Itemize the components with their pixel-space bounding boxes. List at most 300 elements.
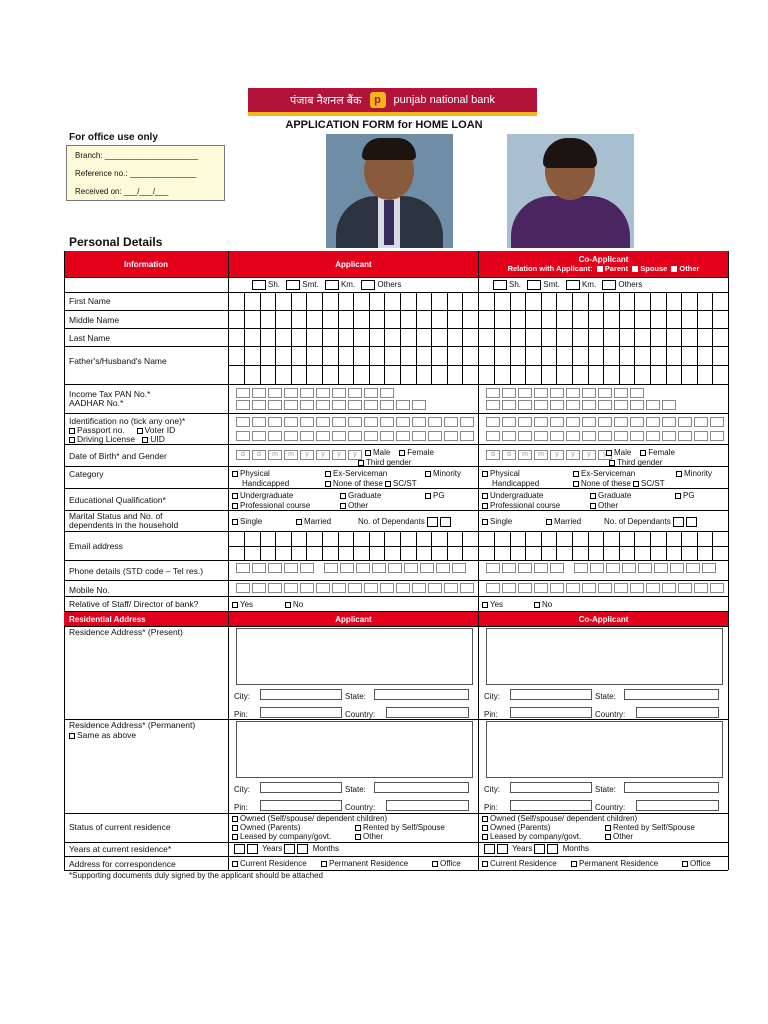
applicant-dob-cell[interactable]: y — [316, 450, 330, 460]
applicant-ident-2-cell[interactable] — [364, 431, 378, 441]
co-aadhar-cell[interactable] — [614, 400, 628, 410]
co-dependants-box-1[interactable] — [673, 517, 684, 527]
co-aadhar-cell[interactable] — [550, 400, 564, 410]
co-permanent-pin-input[interactable] — [510, 800, 592, 811]
co-ident-2-cell[interactable] — [630, 431, 644, 441]
co-ident-1-cell[interactable] — [710, 417, 724, 427]
applicant-pan-cell[interactable] — [316, 388, 330, 398]
co-mobile-cell[interactable] — [614, 583, 628, 593]
applicant-phone-std-cell[interactable] — [268, 563, 282, 573]
applicant-pan-cell[interactable] — [348, 388, 362, 398]
co-phone-tel-cell[interactable] — [574, 563, 588, 573]
co-ex-serviceman[interactable] — [573, 469, 635, 478]
applicant-ident-1-cell[interactable] — [364, 417, 378, 427]
co-mobile-cell[interactable] — [534, 583, 548, 593]
co-years-months[interactable]: Years Months — [484, 844, 589, 854]
applicant-mobile-cell[interactable] — [252, 583, 266, 593]
others-box[interactable] — [361, 280, 375, 290]
applicant-pan-cell[interactable] — [300, 388, 314, 398]
co-permanent-address-box[interactable] — [486, 721, 723, 778]
applicant-ident-2-cell[interactable] — [332, 431, 346, 441]
applicant-present-city-input[interactable] — [260, 689, 342, 700]
co-pan-cell[interactable] — [630, 388, 644, 398]
applicant-corr-permanent-checkbox[interactable] — [321, 861, 327, 867]
dependants-box-2[interactable] — [440, 517, 451, 527]
co-dob-cell[interactable]: d — [486, 450, 500, 460]
applicant-ident-1-cell[interactable] — [444, 417, 458, 427]
applicant-mobile-cell[interactable] — [284, 583, 298, 593]
co-aadhar-cell[interactable] — [566, 400, 580, 410]
co-third-gender-checkbox[interactable] — [609, 460, 615, 466]
co-phone-tel-cell[interactable] — [670, 563, 684, 573]
co-mobile-cell[interactable] — [566, 583, 580, 593]
co-ident-2-cell[interactable] — [486, 431, 500, 441]
co-aadhar-cell[interactable] — [518, 400, 532, 410]
co-relative-yes[interactable] — [482, 600, 503, 609]
applicant-aadhar-cell[interactable] — [252, 400, 266, 410]
applicant-phone-tel-cell[interactable] — [436, 563, 450, 573]
applicant-edu-other[interactable] — [340, 501, 368, 510]
co-female-checkbox[interactable] — [640, 450, 646, 456]
co-ident-1-cell[interactable] — [534, 417, 548, 427]
co-km-box[interactable] — [566, 280, 580, 290]
co-mobile[interactable] — [486, 583, 726, 593]
applicant-mobile-cell[interactable] — [300, 583, 314, 593]
co-mobile-cell[interactable] — [678, 583, 692, 593]
applicant-aadhar-cell[interactable] — [284, 400, 298, 410]
applicant-ident-2-cell[interactable] — [428, 431, 442, 441]
applicant-corr-current-checkbox[interactable] — [232, 861, 238, 867]
co-aadhar[interactable] — [486, 400, 678, 410]
co-pg[interactable] — [675, 491, 695, 500]
applicant-phone-tel-cell[interactable] — [404, 563, 418, 573]
applicant-mobile[interactable] — [236, 583, 476, 593]
smt-box[interactable] — [286, 280, 300, 290]
applicant-permanent-country-input[interactable] — [386, 800, 469, 811]
co-handicapped[interactable] — [492, 479, 539, 488]
applicant-ident-2-cell[interactable] — [348, 431, 362, 441]
co-mobile-cell[interactable] — [694, 583, 708, 593]
applicant-mobile-cell[interactable] — [444, 583, 458, 593]
applicant-present-state-input[interactable] — [374, 689, 469, 700]
co-mobile-cell[interactable] — [502, 583, 516, 593]
co-relative-no[interactable] — [534, 600, 552, 609]
co-aadhar-cell[interactable] — [630, 400, 644, 410]
applicant-pan-cell[interactable] — [252, 388, 266, 398]
applicant-ident-1-cell[interactable] — [252, 417, 266, 427]
applicant-pan-cell[interactable] — [268, 388, 282, 398]
applicant-dob-cell[interactable]: d — [252, 450, 266, 460]
applicant-status-parents-checkbox[interactable] — [232, 825, 238, 831]
applicant-pan-cell[interactable] — [236, 388, 250, 398]
co-phone-tel[interactable] — [574, 563, 718, 573]
co-ident-2-cell[interactable] — [646, 431, 660, 441]
co-phone-std-cell[interactable] — [518, 563, 532, 573]
applicant-permanent-address-box[interactable] — [236, 721, 473, 778]
co-present-state-input[interactable] — [624, 689, 719, 700]
applicant-ident-2-cell[interactable] — [236, 431, 250, 441]
applicant-professional[interactable] — [232, 501, 310, 510]
applicant-ident-2-cell[interactable] — [300, 431, 314, 441]
applicant-ident-1-cell[interactable] — [412, 417, 426, 427]
applicant-pan-cell[interactable] — [332, 388, 346, 398]
received-field[interactable]: Received on: ___/___/___ — [75, 187, 169, 196]
applicant-phone-tel-cell[interactable] — [324, 563, 338, 573]
relation-other-checkbox[interactable] — [671, 266, 677, 272]
applicant-married[interactable] — [296, 517, 331, 526]
applicant-ident-1[interactable] — [236, 417, 476, 427]
co-aadhar-cell[interactable] — [534, 400, 548, 410]
co-status-parents[interactable] — [482, 823, 550, 832]
co-pan-cell[interactable] — [566, 388, 580, 398]
uid-checkbox[interactable] — [142, 437, 148, 443]
co-pan-cell[interactable] — [518, 388, 532, 398]
dependants-box-1[interactable] — [427, 517, 438, 527]
applicant-aadhar-cell[interactable] — [412, 400, 426, 410]
co-status-other-checkbox[interactable] — [605, 834, 611, 840]
co-dob-cell[interactable]: y — [582, 450, 596, 460]
co-male-checkbox[interactable] — [606, 450, 612, 456]
co-ident-2-cell[interactable] — [518, 431, 532, 441]
applicant-single[interactable] — [232, 517, 262, 526]
applicant-ident-1-cell[interactable] — [268, 417, 282, 427]
applicant-ident-2-cell[interactable] — [316, 431, 330, 441]
applicant-corr-office-checkbox[interactable] — [432, 861, 438, 867]
co-ident-1-cell[interactable] — [630, 417, 644, 427]
co-dob-cell[interactable]: m — [518, 450, 532, 460]
male-checkbox[interactable] — [365, 450, 371, 456]
co-status-leased-checkbox[interactable] — [482, 834, 488, 840]
applicant-dob[interactable] — [236, 450, 364, 460]
applicant-ident-1-cell[interactable] — [348, 417, 362, 427]
co-present-pin-input[interactable] — [510, 707, 592, 718]
co-phone-std-cell[interactable] — [486, 563, 500, 573]
applicant-phone-std-cell[interactable] — [300, 563, 314, 573]
co-ident-1-cell[interactable] — [614, 417, 628, 427]
applicant-status-leased-checkbox[interactable] — [232, 834, 238, 840]
applicant-ex-serviceman[interactable] — [325, 469, 387, 478]
applicant-mobile-cell[interactable] — [332, 583, 346, 593]
applicant-years-months[interactable]: Years Months — [234, 844, 339, 854]
co-smt-box[interactable] — [527, 280, 541, 290]
co-ident-2-cell[interactable] — [694, 431, 708, 441]
applicant-ident-2-cell[interactable] — [444, 431, 458, 441]
applicant-aadhar-cell[interactable] — [332, 400, 346, 410]
co-mobile-cell[interactable] — [582, 583, 596, 593]
co-phone-tel-cell[interactable] — [590, 563, 604, 573]
co-mobile-cell[interactable] — [518, 583, 532, 593]
applicant-phone-std[interactable] — [236, 563, 316, 573]
co-ident-2-cell[interactable] — [678, 431, 692, 441]
applicant-ident-2-cell[interactable] — [396, 431, 410, 441]
co-corr-permanent[interactable] — [571, 859, 658, 868]
co-pan-cell[interactable] — [502, 388, 516, 398]
passport-checkbox[interactable] — [69, 428, 75, 434]
applicant-phone-tel-cell[interactable] — [388, 563, 402, 573]
co-dob-cell[interactable]: m — [534, 450, 548, 460]
applicant-aadhar-cell[interactable] — [316, 400, 330, 410]
co-phone-std-cell[interactable] — [550, 563, 564, 573]
co-permanent-city-input[interactable] — [510, 782, 592, 793]
applicant-ident-1-cell[interactable] — [460, 417, 474, 427]
applicant-permanent-state-input[interactable] — [374, 782, 469, 793]
applicant-dob-cell[interactable]: y — [332, 450, 346, 460]
applicant-phone-std-cell[interactable] — [236, 563, 250, 573]
applicant-corr-office[interactable] — [432, 859, 461, 868]
applicant-mobile-cell[interactable] — [460, 583, 474, 593]
applicant-phone-tel-cell[interactable] — [372, 563, 386, 573]
applicant-mobile-cell[interactable] — [380, 583, 394, 593]
co-corr-current[interactable] — [482, 859, 557, 868]
applicant-aadhar-cell[interactable] — [380, 400, 394, 410]
applicant-ident-2-cell[interactable] — [252, 431, 266, 441]
co-corr-office[interactable] — [682, 859, 711, 868]
applicant-relative-yes[interactable] — [232, 600, 253, 609]
applicant-pan-cell[interactable] — [364, 388, 378, 398]
co-ident-2-cell[interactable] — [566, 431, 580, 441]
co-others-box[interactable] — [602, 280, 616, 290]
applicant-ident-2-cell[interactable] — [268, 431, 282, 441]
applicant-physical[interactable] — [232, 469, 270, 478]
co-ident-1-cell[interactable] — [646, 417, 660, 427]
co-ident-1-cell[interactable] — [518, 417, 532, 427]
applicant-aadhar-cell[interactable] — [236, 400, 250, 410]
co-phone-tel-cell[interactable] — [638, 563, 652, 573]
co-physical[interactable] — [482, 469, 520, 478]
relation-spouse-checkbox[interactable] — [632, 266, 638, 272]
co-ident-2-cell[interactable] — [502, 431, 516, 441]
applicant-dob-cell[interactable]: m — [284, 450, 298, 460]
applicant-permanent-city-input[interactable] — [260, 782, 342, 793]
applicant-phone-tel[interactable] — [324, 563, 468, 573]
co-dob-cell[interactable]: y — [566, 450, 580, 460]
applicant-graduate[interactable] — [340, 491, 381, 500]
co-dependants-box-2[interactable] — [686, 517, 697, 527]
co-pan[interactable] — [486, 388, 646, 398]
applicant-phone-tel-cell[interactable] — [420, 563, 434, 573]
applicant-undergraduate[interactable] — [232, 491, 293, 500]
relation-parent-checkbox[interactable] — [597, 266, 603, 272]
co-mobile-cell[interactable] — [710, 583, 724, 593]
applicant-ident-2[interactable] — [236, 431, 476, 441]
co-ident-1-cell[interactable] — [694, 417, 708, 427]
sh-box[interactable] — [252, 280, 266, 290]
co-ident-2-cell[interactable] — [662, 431, 676, 441]
co-mobile-cell[interactable] — [486, 583, 500, 593]
co-none[interactable] — [573, 479, 665, 488]
applicant-aadhar-cell[interactable] — [396, 400, 410, 410]
applicant-status-rented-checkbox[interactable] — [355, 825, 361, 831]
co-aadhar-cell[interactable] — [662, 400, 676, 410]
co-status-owned-checkbox[interactable] — [482, 816, 488, 822]
co-dob-cell[interactable]: y — [598, 450, 612, 460]
co-ident-1-cell[interactable] — [502, 417, 516, 427]
co-pan-cell[interactable] — [486, 388, 500, 398]
applicant-dob-cell[interactable]: y — [300, 450, 314, 460]
applicant-ident-1-cell[interactable] — [284, 417, 298, 427]
co-phone-tel-cell[interactable] — [702, 563, 716, 573]
applicant-pg[interactable] — [425, 491, 445, 500]
co-ident-2-cell[interactable] — [534, 431, 548, 441]
co-pan-cell[interactable] — [582, 388, 596, 398]
applicant-status-other-checkbox[interactable] — [355, 834, 361, 840]
co-present-address-box[interactable] — [486, 628, 723, 685]
applicant-status-rented[interactable] — [355, 823, 445, 832]
applicant-pan-cell[interactable] — [284, 388, 298, 398]
co-mobile-cell[interactable] — [550, 583, 564, 593]
co-aadhar-cell[interactable] — [486, 400, 500, 410]
applicant-phone-tel-cell[interactable] — [452, 563, 466, 573]
co-pan-cell[interactable] — [614, 388, 628, 398]
applicant-ident-1-cell[interactable] — [380, 417, 394, 427]
co-permanent-state-input[interactable] — [624, 782, 719, 793]
applicant-mobile-cell[interactable] — [396, 583, 410, 593]
third-gender-checkbox[interactable] — [358, 460, 364, 466]
applicant-aadhar-cell[interactable] — [364, 400, 378, 410]
applicant-status-owned[interactable] — [232, 814, 387, 823]
co-ident-1-cell[interactable] — [582, 417, 596, 427]
co-ident-2-cell[interactable] — [582, 431, 596, 441]
co-pan-cell[interactable] — [534, 388, 548, 398]
co-ident-1[interactable] — [486, 417, 726, 427]
same-as-above[interactable] — [69, 731, 136, 740]
applicant-dob-cell[interactable]: d — [236, 450, 250, 460]
applicant-mobile-cell[interactable] — [268, 583, 282, 593]
co-present-country-input[interactable] — [636, 707, 719, 718]
co-dob-cell[interactable]: d — [502, 450, 516, 460]
applicant-handicapped[interactable] — [242, 479, 289, 488]
co-ident-2-cell[interactable] — [550, 431, 564, 441]
applicant-aadhar-cell[interactable] — [300, 400, 314, 410]
co-phone-tel-cell[interactable] — [654, 563, 668, 573]
co-corr-current-checkbox[interactable] — [482, 861, 488, 867]
co-ident-1-cell[interactable] — [550, 417, 564, 427]
co-ident-2-cell[interactable] — [710, 431, 724, 441]
co-phone-tel-cell[interactable] — [686, 563, 700, 573]
co-status-leased[interactable] — [482, 832, 581, 841]
applicant-pan-cell[interactable] — [380, 388, 394, 398]
same-as-above-checkbox[interactable] — [69, 733, 75, 739]
applicant-permanent-pin-input[interactable] — [260, 800, 342, 811]
co-dob-cell[interactable]: y — [550, 450, 564, 460]
female-checkbox[interactable] — [399, 450, 405, 456]
applicant-dob-cell[interactable]: y — [348, 450, 362, 460]
applicant-aadhar[interactable] — [236, 400, 428, 410]
co-mobile-cell[interactable] — [598, 583, 612, 593]
co-ident-1-cell[interactable] — [566, 417, 580, 427]
co-single[interactable] — [482, 517, 512, 526]
applicant-phone-tel-cell[interactable] — [340, 563, 354, 573]
applicant-status-owned-checkbox[interactable] — [232, 816, 238, 822]
co-mobile-cell[interactable] — [646, 583, 660, 593]
co-phone-tel-cell[interactable] — [622, 563, 636, 573]
co-phone-std-cell[interactable] — [502, 563, 516, 573]
co-married[interactable] — [546, 517, 581, 526]
applicant-ident-2-cell[interactable] — [284, 431, 298, 441]
co-present-city-input[interactable] — [510, 689, 592, 700]
voter-id-checkbox[interactable] — [137, 428, 143, 434]
applicant-aadhar-cell[interactable] — [348, 400, 362, 410]
co-ident-1-cell[interactable] — [486, 417, 500, 427]
applicant-mobile-cell[interactable] — [316, 583, 330, 593]
applicant-ident-2-cell[interactable] — [460, 431, 474, 441]
co-phone-tel-cell[interactable] — [606, 563, 620, 573]
co-phone-std-cell[interactable] — [534, 563, 548, 573]
co-aadhar-cell[interactable] — [646, 400, 660, 410]
co-ident-2[interactable] — [486, 431, 726, 441]
co-aadhar-cell[interactable] — [598, 400, 612, 410]
co-minority[interactable] — [676, 469, 712, 478]
co-mobile-cell[interactable] — [630, 583, 644, 593]
co-corr-permanent-checkbox[interactable] — [571, 861, 577, 867]
co-edu-other[interactable] — [590, 501, 618, 510]
co-professional[interactable] — [482, 501, 560, 510]
applicant-ident-2-cell[interactable] — [412, 431, 426, 441]
applicant-status-leased[interactable] — [232, 832, 331, 841]
applicant-corr-permanent[interactable] — [321, 859, 408, 868]
co-permanent-country-input[interactable] — [636, 800, 719, 811]
co-status-rented[interactable] — [605, 823, 695, 832]
co-aadhar-cell[interactable] — [502, 400, 516, 410]
applicant-status-parents[interactable] — [232, 823, 300, 832]
co-status-rented-checkbox[interactable] — [605, 825, 611, 831]
reference-field[interactable]: Reference no.: _______________ — [75, 169, 197, 178]
applicant-mobile-cell[interactable] — [348, 583, 362, 593]
co-graduate[interactable] — [590, 491, 631, 500]
co-ident-1-cell[interactable] — [662, 417, 676, 427]
co-ident-2-cell[interactable] — [598, 431, 612, 441]
co-aadhar-cell[interactable] — [582, 400, 596, 410]
applicant-relative-no[interactable] — [285, 600, 303, 609]
co-undergraduate[interactable] — [482, 491, 543, 500]
applicant-ident-1-cell[interactable] — [396, 417, 410, 427]
applicant-minority[interactable] — [425, 469, 461, 478]
driving-license-checkbox[interactable] — [69, 437, 75, 443]
applicant-ident-1-cell[interactable] — [332, 417, 346, 427]
applicant-ident-1-cell[interactable] — [316, 417, 330, 427]
applicant-ident-2-cell[interactable] — [380, 431, 394, 441]
co-mobile-cell[interactable] — [662, 583, 676, 593]
co-pan-cell[interactable] — [598, 388, 612, 398]
applicant-mobile-cell[interactable] — [428, 583, 442, 593]
co-dob[interactable] — [486, 450, 614, 460]
applicant-aadhar-cell[interactable] — [268, 400, 282, 410]
applicant-dob-cell[interactable]: m — [268, 450, 282, 460]
applicant-ident-1-cell[interactable] — [300, 417, 314, 427]
applicant-status-other[interactable] — [355, 832, 383, 841]
applicant-phone-tel-cell[interactable] — [356, 563, 370, 573]
co-status-owned[interactable] — [482, 814, 637, 823]
applicant-corr-current[interactable] — [232, 859, 307, 868]
km-box[interactable] — [325, 280, 339, 290]
applicant-phone-std-cell[interactable] — [252, 563, 266, 573]
branch-field[interactable]: Branch: _____________________ — [75, 151, 199, 160]
co-status-other[interactable] — [605, 832, 633, 841]
co-corr-office-checkbox[interactable] — [682, 861, 688, 867]
applicant-ident-1-cell[interactable] — [428, 417, 442, 427]
co-ident-2-cell[interactable] — [614, 431, 628, 441]
applicant-present-country-input[interactable] — [386, 707, 469, 718]
applicant-mobile-cell[interactable] — [412, 583, 426, 593]
applicant-none[interactable] — [325, 479, 417, 488]
applicant-phone-std-cell[interactable] — [284, 563, 298, 573]
applicant-mobile-cell[interactable] — [364, 583, 378, 593]
co-ident-1-cell[interactable] — [678, 417, 692, 427]
applicant-ident-1-cell[interactable] — [236, 417, 250, 427]
applicant-mobile-cell[interactable] — [236, 583, 250, 593]
applicant-present-pin-input[interactable] — [260, 707, 342, 718]
co-sh-box[interactable] — [493, 280, 507, 290]
